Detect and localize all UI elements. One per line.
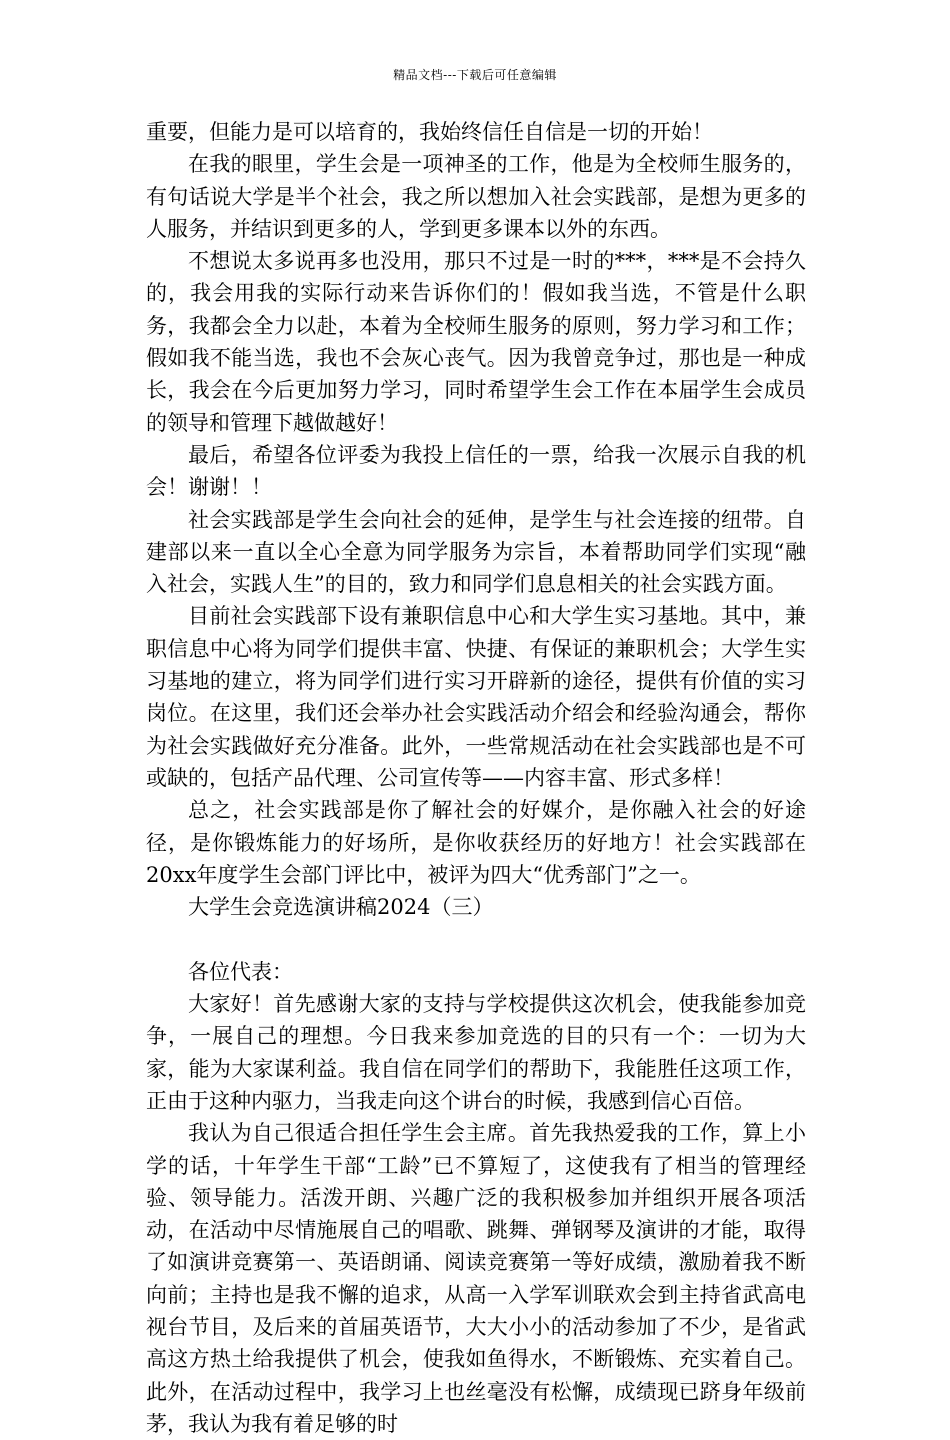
document-body [146, 116, 806, 1440]
section-title: 大学生会竞选演讲稿2024（三） [188, 895, 494, 920]
paragraph-4: 最后，希望各位评委为我投上信任的一票，给我一次展示自我的机会！谢谢！！ [146, 442, 806, 500]
paragraph-5: 社会实践部是学生会向社会的延伸，是学生与社会连接的纽带。自建部以来一直以全心全意为同学服务为宗旨，本着帮助同学们实现“融入社会，实践人生”的目的，致力和同学们息息相关的社会实践方面。 [146, 507, 806, 597]
blank-line [146, 923, 806, 955]
paragraph-7: 总之，社会实践部是你了解社会的好媒介，是你融入社会的好途径，是你锻炼能力的好场所，是你收获经历的好地方！社会实践部在20xx年度学生会部门评比中，被评为四大“优秀部门”之一。 [146, 798, 806, 887]
paragraph-1: 重要，但能力是可以培育的，我始终信任自信是一切的开始！ [146, 120, 713, 144]
paragraph-2: 在我的眼里，学生会是一项神圣的工作，他是为全校师生服务的，有句话说大学是半个社会，我之所以想加入社会实践部，是想为更多的人服务，并结识到更多的人，学到更多课本以外的东西。 [146, 152, 806, 241]
paragraph-8: 大家好！首先感谢大家的支持与学校提供这次机会，使我能参加竞争，一展自己的理想。今日我来参加竞选的目的只有一个：一切为大家，能为大家谋利益。我自信在同学们的帮助下，我能胜任这项工作，正由于这种内驱力，当我走向这个讲台的时候，我感到信心百倍。 [146, 992, 806, 1113]
page-header: 精品文档---下载后可任意编辑 [393, 68, 557, 82]
paragraph-3: 不想说太多说再多也没用，那只不过是一时的***，***是不会持久的，我会用我的实际行动来告诉你们的！假如我当选，不管是什么职务，我都会全力以赴，本着为全校师生服务的原则，努力学习和工作；假如我不能当选，我也不会灰心丧气。因为我曾竞争过，那也是一种成长，我会在今后更加努力学习，同时希望学生会工作在本届学生会成员的领导和管理下越做越好！ [146, 249, 806, 435]
paragraph-6: 目前社会实践部下设有兼职信息中心和大学生实习基地。其中，兼职信息中心将为同学们提供丰富、快捷、有保证的兼职机会；大学生实习基地的建立，将为同学们进行实习开辟新的途径，提供有价值的实习岗位。在这里，我们还会举办社会实践活动介绍会和经验沟通会，帮你为社会实践做好充分准备。此外，一些常规活动在社会实践部也是不可或缺的，包括产品代理、公司宣传等——内容丰富、形式多样！ [146, 604, 806, 790]
salutation: 各位代表： [188, 959, 293, 984]
paragraph-9: 我认为自己很适合担任学生会主席。首先我热爱我的工作，算上小学的话，十年学生干部“工龄”已不算短了，这使我有了相当的管理经验、领导能力。活泼开朗、兴趣广泛的我积极参加并组织开展各项活动，在活动中尽情施展自己的唱歌、跳舞、弹钢琴及演讲的才能，取得了如演讲竞赛第一、英语朗诵、阅读竞赛第一等好成绩，激励着我不断向前；主持也是我不懈的追求，从高一入学军训联欢会到主持省武高电视台节目，及后来的首届英语节，大大小小的活动参加了不少，是省武高这方热土给我提供了机会，使我如鱼得水，不断锻炼、充实着自己。此外，在活动过程中，我学习上也丝毫没有松懈，成绩现已跻身年级前茅，我认为我有着足够的时 [146, 1121, 806, 1436]
